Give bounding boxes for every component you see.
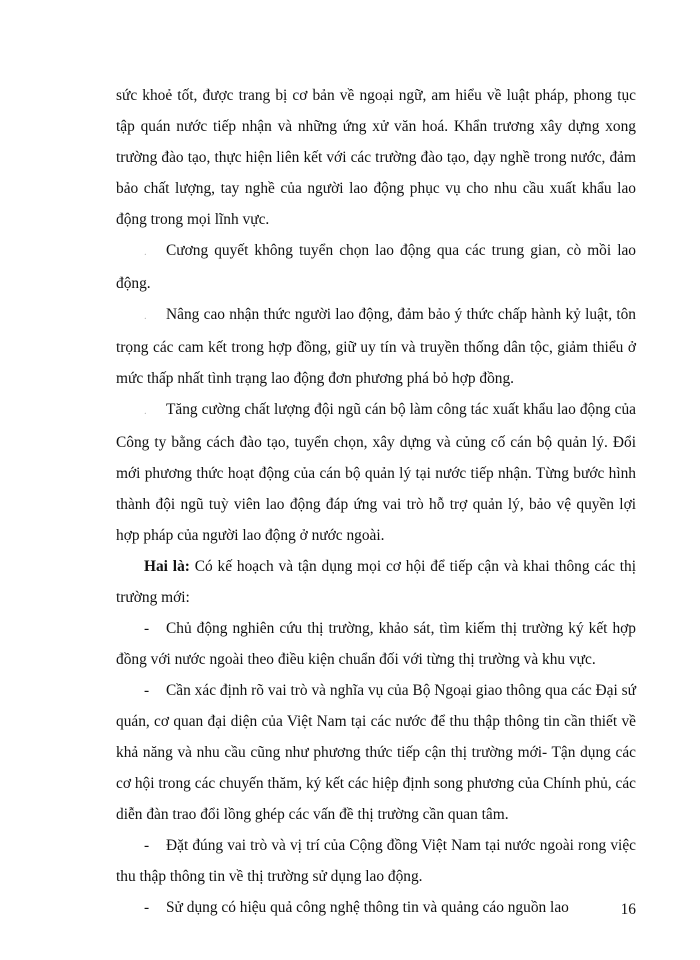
list-item-text: Sử dụng có hiệu quả công nghệ thông tin và quảng cáo nguồn lao (166, 899, 569, 916)
list-item (116, 394, 636, 551)
bullet-mark: . (144, 246, 147, 258)
list-item (116, 675, 636, 830)
list-item (116, 299, 636, 394)
list-item-text: Cương quyết không tuyển chọn lao động qua các trung gian, cò mồi lao động. (116, 242, 636, 292)
section-heading-paragraph (116, 551, 636, 613)
bullet-mark: . (144, 405, 147, 417)
section-lead: Hai là: (144, 558, 190, 575)
bullet-mark: - (144, 682, 150, 699)
list-item-text: Đặt đúng vai trò và vị trí của Cộng đồng Việt Nam tại nước ngoài rong việc thu thập thông tin về thị trường sử dụng lao động. (116, 837, 636, 885)
bullet-mark: - (144, 899, 150, 916)
bullet-mark: . (144, 310, 147, 322)
list-item-text: Cần xác định rõ vai trò và nghĩa vụ của Bộ Ngoại giao thông qua các Đại sứ quán, cơ quan đại diện của Việt Nam tại các nước để thu thập thông tin cần thiết về khả năng và nhu cầu cũng như phương thức tiếp cận thị trường mới- Tận dụng các cơ hội trong các chuyến thăm, ký kết các hiệp định song phương của Chính phủ, các diễn đàn trao đổi lồng ghép các vấn đề thị trường cần quan tâm. (116, 682, 636, 823)
bullet-mark: - (144, 620, 150, 637)
bullet-mark: - (144, 837, 150, 854)
list-item-text: Tăng cường chất lượng đội ngũ cán bộ làm công tác xuất khẩu lao động của Công ty bằng cách đào tạo, tuyển chọn, xây dựng và củng cố cán bộ quản lý. Đổi mới phương thức hoạt động của cán bộ quản lý tại nước tiếp nhận. Từng bước hình thành đội ngũ tuỳ viên lao động đáp ứng vai trò hỗ trợ quản lý, bảo vệ quyền lợi hợp pháp của người lao động ở nước ngoài. (116, 401, 636, 544)
list-item (116, 235, 636, 299)
list-item-text: Nâng cao nhận thức người lao động, đảm bảo ý thức chấp hành kỷ luật, tôn trọng các cam kết trong hợp đồng, giữ uy tín và truyền thống dân tộc, giảm thiểu ở mức thấp nhất tình trạng lao động đơn phương phá bỏ hợp đồng. (116, 306, 636, 387)
page-body (116, 80, 636, 923)
paragraph-continued: sức khoẻ tốt, được trang bị cơ bản về ngoại ngữ, am hiểu về luật pháp, phong tục tập quán nước tiếp nhận và những ứng xử văn hoá. Khẩn trương xây dựng xong trường đào tạo, thực hiện liên kết với các trường đào tạo, dạy nghề trong nước, đảm bảo chất lượng, tay nghề của người lao động phục vụ cho nhu cầu xuất khẩu lao động trong mọi lĩnh vực. (116, 87, 636, 228)
list-item (116, 892, 636, 923)
section-lead-text: Có kế hoạch và tận dụng mọi cơ hội để tiếp cận và khai thông các thị trường mới: (116, 558, 636, 606)
page-number: 16 (620, 901, 636, 918)
list-item (116, 830, 636, 892)
list-item (116, 613, 636, 675)
list-item-text: Chủ động nghiên cứu thị trường, khảo sát, tìm kiếm thị trường ký kết hợp đồng với nước ngoài theo điều kiện chuẩn đối với từng thị trường và khu vực. (116, 620, 636, 668)
